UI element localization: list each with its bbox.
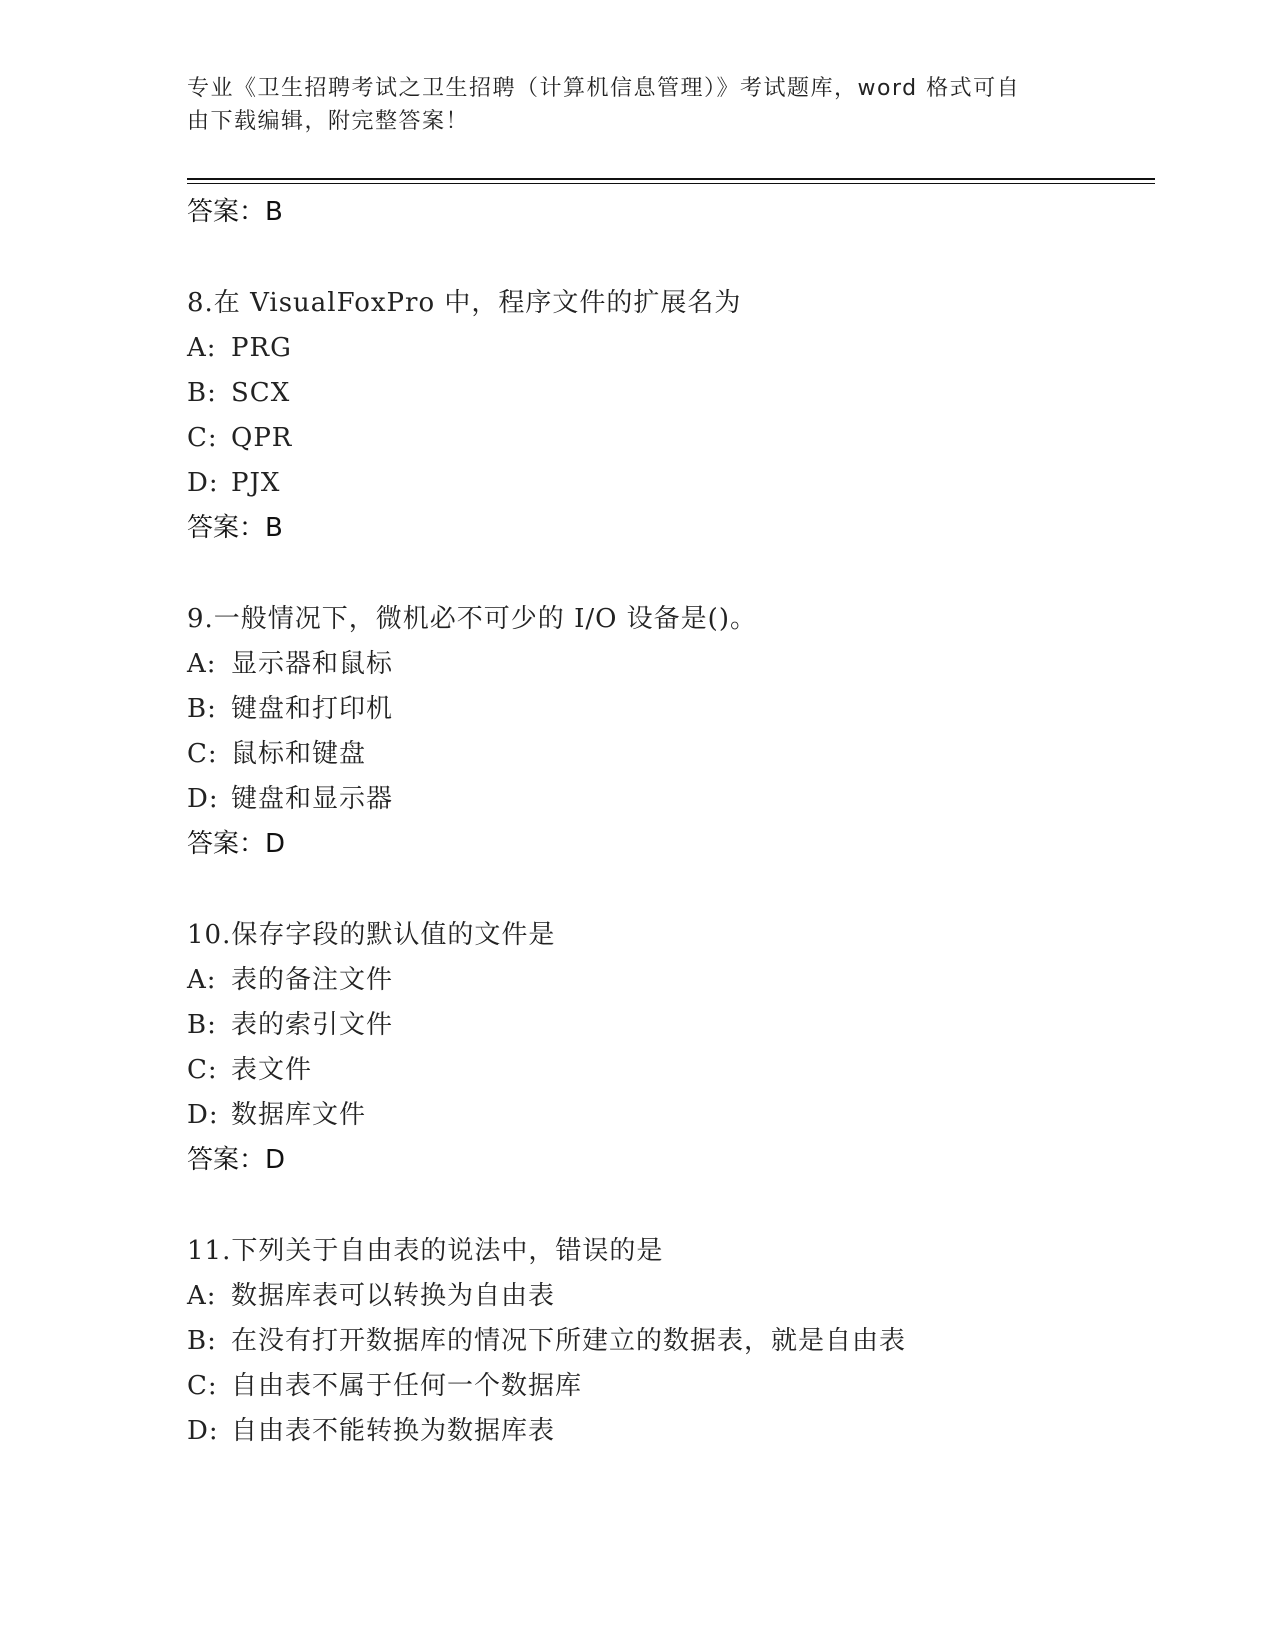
question-11-option-d	[187, 1409, 1147, 1454]
spacer	[187, 235, 1147, 281]
option-text: 自由表不属于任何一个数据库	[231, 1371, 583, 1401]
option-letter: D:	[187, 468, 219, 498]
option-text: QPR	[231, 423, 293, 453]
option-letter: D:	[187, 1100, 219, 1130]
question-8-option-d	[187, 461, 1147, 506]
question-9-option-c	[187, 732, 1147, 777]
question-10-option-b	[187, 1003, 1147, 1048]
option-text: 表文件	[231, 1055, 313, 1085]
header-line-1: 专业《卫生招聘考试之卫生招聘（计算机信息管理）》考试题库，word 格式可自	[187, 76, 1021, 101]
question-10-answer: 答案：D	[187, 1145, 286, 1175]
option-letter: B:	[187, 694, 217, 724]
header-divider-thick	[187, 178, 1155, 180]
option-letter: C:	[187, 739, 218, 769]
question-11-option-a	[187, 1274, 1147, 1319]
option-letter: C:	[187, 1055, 218, 1085]
option-letter: B:	[187, 378, 217, 408]
question-9-answer: 答案：D	[187, 829, 286, 859]
option-letter: A:	[187, 649, 217, 679]
spacer	[187, 551, 1147, 597]
option-text: 鼠标和键盘	[231, 739, 367, 769]
question-8-answer: 答案：B	[187, 513, 283, 543]
option-letter: D:	[187, 784, 219, 814]
question-11-text: 11.下列关于自由表的说法中，错误的是	[187, 1236, 664, 1266]
question-8-option-a	[187, 326, 1147, 371]
option-text: 显示器和鼠标	[231, 649, 394, 679]
question-11-option-b	[187, 1319, 1147, 1364]
question-list	[187, 190, 1147, 1454]
question-10-option-d	[187, 1093, 1147, 1138]
option-text: PJX	[231, 468, 281, 498]
option-letter: C:	[187, 1371, 218, 1401]
question-10-option-a	[187, 958, 1147, 1003]
option-text: 表的备注文件	[231, 965, 394, 995]
option-text: 数据库表可以转换为自由表	[231, 1281, 556, 1311]
header-divider-thin	[187, 183, 1155, 184]
option-letter: C:	[187, 423, 218, 453]
option-text: 表的索引文件	[231, 1010, 394, 1040]
spacer	[187, 867, 1147, 913]
question-10-option-c	[187, 1048, 1147, 1093]
question-8-option-b	[187, 371, 1147, 416]
option-text: SCX	[231, 378, 291, 408]
question-9-option-b	[187, 687, 1147, 732]
option-letter: B:	[187, 1326, 217, 1356]
option-letter: B:	[187, 1010, 217, 1040]
previous-answer: 答案：B	[187, 197, 283, 227]
question-10-text: 10.保存字段的默认值的文件是	[187, 920, 556, 950]
question-11-option-c	[187, 1364, 1147, 1409]
option-letter: D:	[187, 1416, 219, 1446]
option-text: 在没有打开数据库的情况下所建立的数据表，就是自由表	[231, 1326, 907, 1356]
header-line-2: 由下载编辑，附完整答案！	[187, 109, 470, 134]
question-9-option-a	[187, 642, 1147, 687]
option-letter: A:	[187, 333, 217, 363]
option-text: 自由表不能转换为数据库表	[231, 1416, 556, 1446]
question-8-text: 8.在 VisualFoxPro 中，程序文件的扩展名为	[187, 288, 742, 318]
spacer	[187, 1183, 1147, 1229]
option-text: PRG	[231, 333, 292, 363]
option-text: 键盘和显示器	[231, 784, 394, 814]
option-letter: A:	[187, 1281, 217, 1311]
option-text: 数据库文件	[231, 1100, 367, 1130]
option-letter: A:	[187, 965, 217, 995]
question-9-text: 9.一般情况下，微机必不可少的 I/O 设备是()。	[187, 604, 757, 634]
question-8-option-c	[187, 416, 1147, 461]
document-header	[187, 72, 1067, 138]
option-text: 键盘和打印机	[231, 694, 394, 724]
question-9-option-d	[187, 777, 1147, 822]
